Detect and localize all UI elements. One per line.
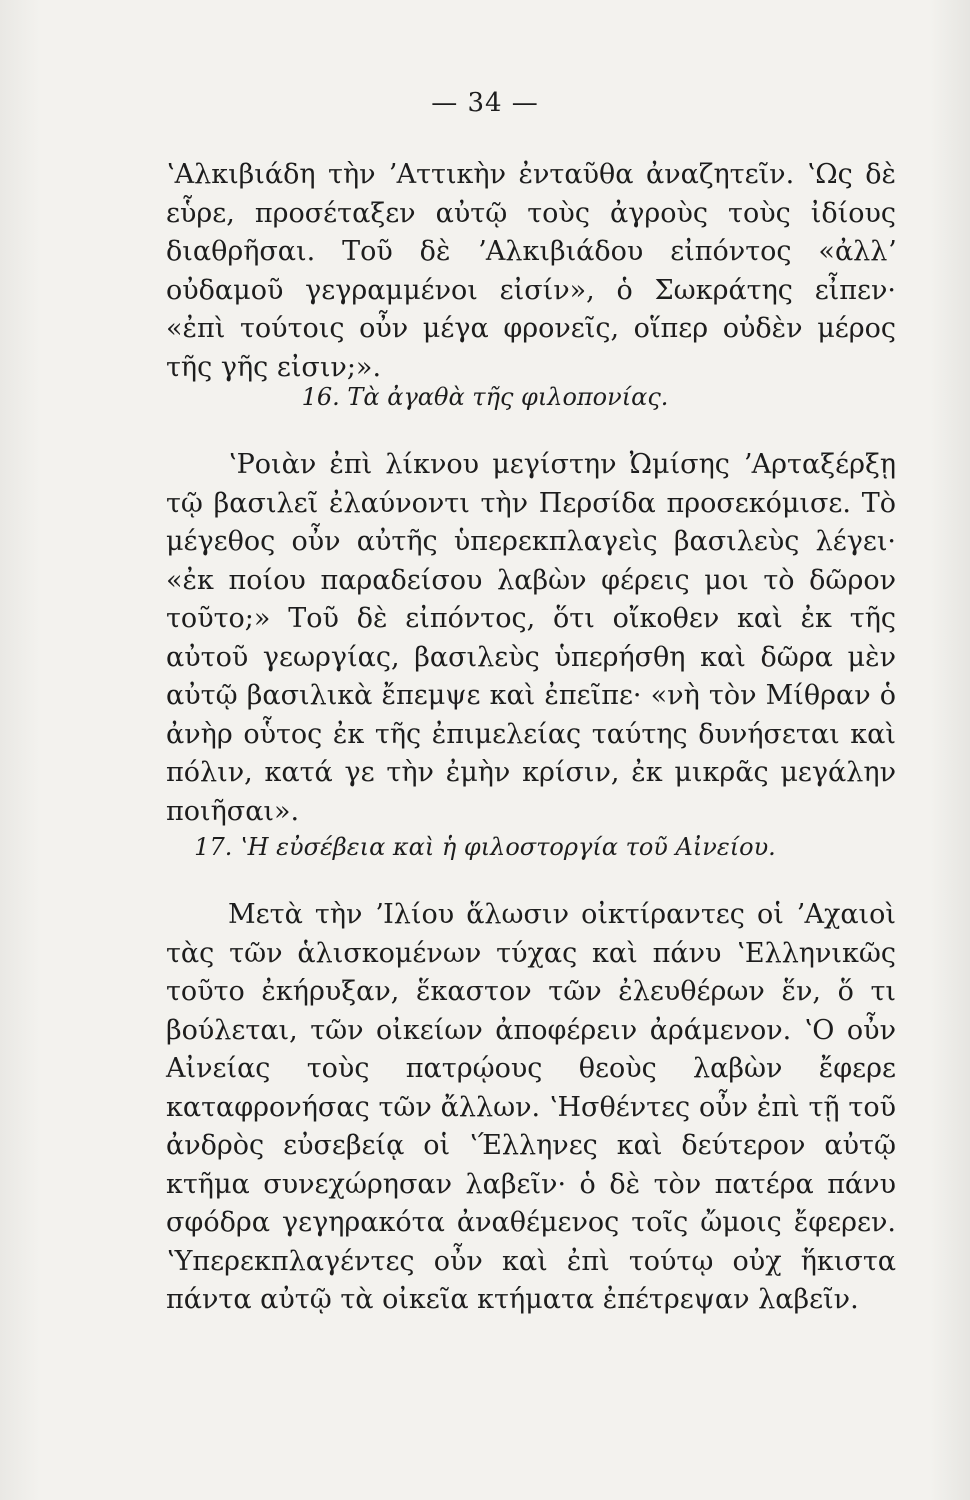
section-17-paragraph: Μετὰ τὴν ʼΙλίου ἅλωσιν οἰκτίραντες οἱ ʼΑχαιοὶ τὰς τῶν ἁλισκομένων τύχας καὶ πάνυ ʽΕλληνικῶς τοῦτο ἐκήρυξαν, ἕκαστον τῶν ἐλευθέρων ἕν, ὅ τι βούλεται, τῶν οἰκείων ἀποφέρειν ἀράμενον. ʽΟ οὖν Αἰνείας τοὺς πατρῴους θεοὺς λαβὼν ἔφερε καταφρονήσας τῶν ἄλλων. ʽΗσθέντες οὖν ἐπὶ τῇ τοῦ ἀνδρὸς εὐσεβείᾳ οἱ ʽΈλληνες καὶ δεύτερον αὐτῷ κτῆμα συνεχώρησαν λαβεῖν· ὁ δὲ τὸν πατέρα πάνυ σφόδρα γεγηρακότα ἀναθέμενος τοῖς ὤμοις ἔφερεν. ʽΥπερεκπλαγέντες οὖν καὶ ἐπὶ τούτῳ οὐχ ἥκιστα πάντα αὐτῷ τὰ οἰκεῖα κτήματα ἐπέτρεψαν λαβεῖν. <box>166 899 896 1315</box>
section-17-heading <box>0 833 970 861</box>
section-17-number: 17. <box>194 833 233 861</box>
intro-paragraph-block <box>166 156 896 387</box>
section-17-title: ʽΗ εὐσέβεια καὶ ἡ φιλοστοργία τοῦ Αἰνείου. <box>239 833 776 861</box>
section-16-paragraph: ʽΡοιὰν ἐπὶ λίκνου μεγίστην Ὠμίσης ʼΑρταξέρξῃ τῷ βασιλεῖ ἐλαύνοντι τὴν Περσίδα προσεκόμισε. Τὸ μέγεθος οὖν αὐτῆς ὑπερεκπλαγεὶς βασιλεὺς λέγει· «ἐκ ποίου παραδείσου λαβὼν φέρεις μοι τὸ δῶρον τοῦτο;» Τοῦ δὲ εἰπόντος, ὅτι οἴκοθεν καὶ ἐκ τῆς αὐτοῦ γεωργίας, βασιλεὺς ὑπερήσθη καὶ δῶρα μὲν αὐτῷ βασιλικὰ ἔπεμψε καὶ ἐπεῖπε· «νὴ τὸν Μίθραν ὁ ἀνὴρ οὗτος ἐκ τῆς ἐπιμελείας ταύτης δυνήσεται καὶ πόλιν, κατά γε τὴν ἐμὴν κρίσιν, ἐκ μικρᾶς μεγάλην ποιῆσαι». <box>166 449 896 827</box>
section-16-paragraph-block <box>166 446 896 831</box>
section-16-heading <box>0 383 970 411</box>
intro-paragraph: ʽΑλκιβιάδη τὴν ʼΑττικὴν ἐνταῦθα ἀναζητεῖν. ʽΩς δὲ εὗρε, προσέταξεν αὐτῷ τοὺς ἀγροὺς τοὺς ἰδίους διαθρῆσαι. Τοῦ δὲ ʼΑλκιβιάδου εἰπόντος «ἀλλʼ οὐδαμοῦ γεγραμμένοι εἰσίν», ὁ Σωκράτης εἶπεν· «ἐπὶ τούτοις οὖν μέγα φρονεῖς, οἵπερ οὐδὲν μέρος τῆς γῆς εἰσιν;». <box>166 159 896 383</box>
section-16-title: Τὰ ἀγαθὰ τῆς φιλοπονίας. <box>347 383 669 411</box>
section-16-number: 16. <box>301 383 340 411</box>
section-17-paragraph-block <box>166 896 896 1320</box>
page-number: — 34 — <box>431 88 539 118</box>
